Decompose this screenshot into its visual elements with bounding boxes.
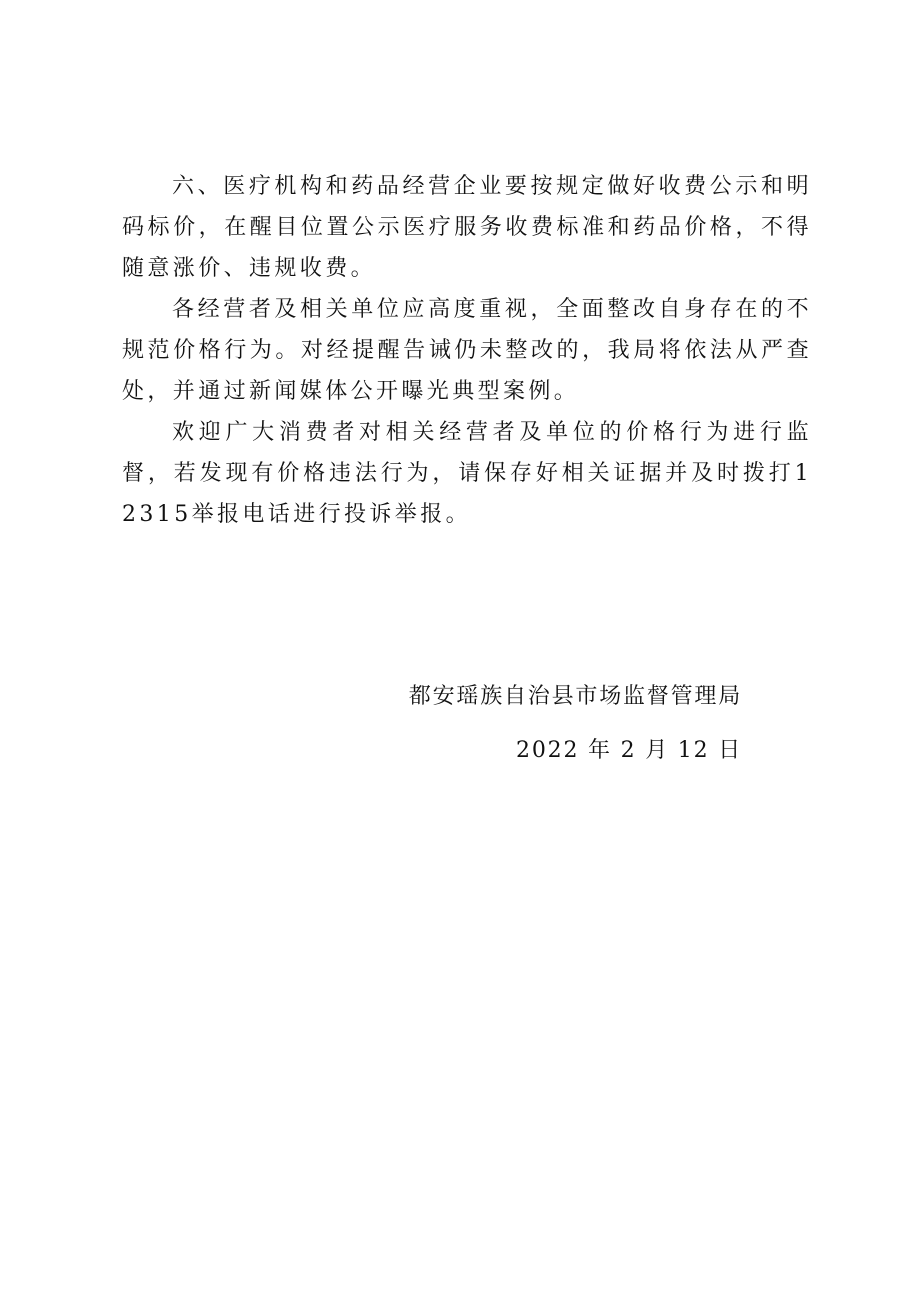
signature-block: [409, 670, 742, 778]
paragraph-consumer-report: 欢迎广大消费者对相关经营者及单位的价格行为进行监督，若发现有价格违法行为，请保存好相关证据并及时拨打12315举报电话进行投诉举报。: [122, 420, 812, 527]
paragraph-pricing-disclosure: 六、医疗机构和药品经营企业要按规定做好收费公示和明码标价，在醒目位置公示医疗服务收费标准和药品价格，不得随意涨价、违规收费。: [122, 174, 812, 281]
issuer-name: 都安瑶族自治县市场监督管理局: [408, 684, 742, 709]
paragraph-rectification: 各经营者及相关单位应高度重视，全面整改自身存在的不规范价格行为。对经提醒告诫仍未整改的，我局将依法从严查处，并通过新闻媒体公开曝光典型案例。: [122, 297, 812, 404]
document-body: [122, 166, 812, 535]
issue-date: 2022 年 2 月 12 日: [516, 738, 742, 763]
